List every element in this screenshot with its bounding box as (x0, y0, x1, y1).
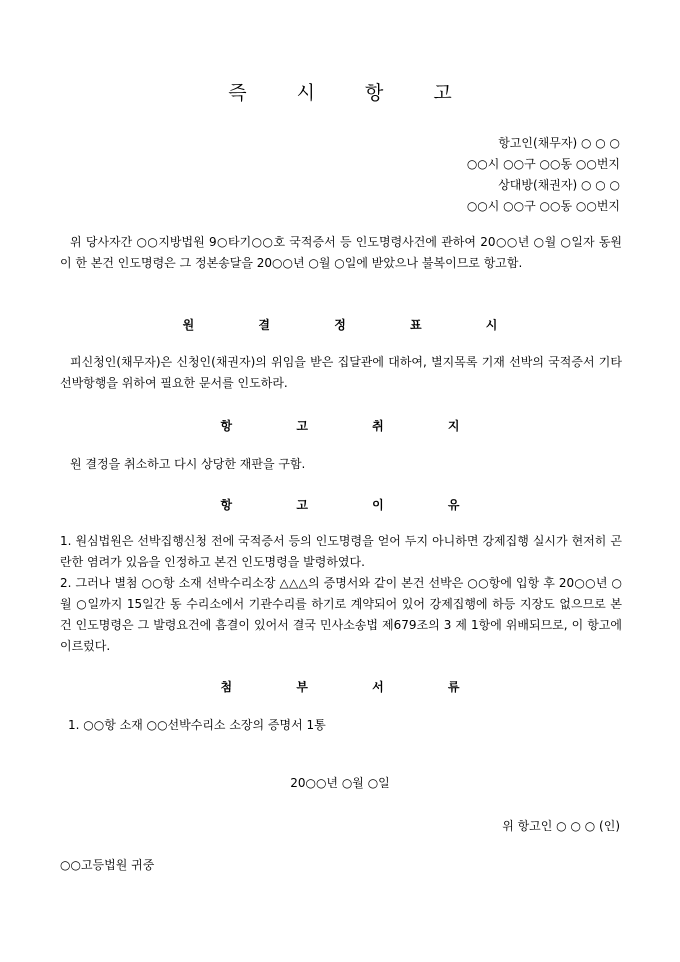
original-decision-heading: 원 결 정 표 시 (182, 318, 528, 332)
attachment-item-1: 1. ○○항 소재 ○○선박수리소 소장의 증명서 1통 (68, 718, 326, 732)
original-decision-body: 피신청인(채무자)은 신청인(채권자)의 위임을 받은 집달관에 대하여, 별지목록 기재 선박의 국적증서 기타 선박항행을 위하여 필요한 문서를 인도하라. (60, 355, 622, 390)
document-date: 20○○년 ○월 ○일 (290, 776, 390, 790)
respondent-address: ○○시 ○○구 ○○동 ○○번지 (466, 199, 620, 213)
purpose-body: 원 결정을 취소하고 다시 상당한 재판을 구함. (70, 457, 306, 471)
document-title: 즉 시 항 고 (228, 82, 474, 104)
attachments-heading: 첨 부 서 류 (220, 680, 490, 694)
appellant-label: 항고인(채무자) ○ ○ ○ (498, 136, 620, 150)
appellant-address: ○○시 ○○구 ○○동 ○○번지 (466, 157, 620, 171)
purpose-heading: 항 고 취 지 (220, 419, 490, 433)
reason-item-1: 1. 원심법원은 선박집행신청 전에 국적증서 등의 인도명령을 얻어 두지 아니하면 강제집행 실시가 현저히 곤란한 염려가 있음을 인정하고 본건 인도명령을 발령하였다. (60, 534, 622, 569)
reasons-heading: 항 고 이 유 (220, 498, 490, 512)
court-addressee: ○○고등법원 귀중 (60, 858, 155, 872)
respondent-label: 상대방(채권자) ○ ○ ○ (498, 178, 620, 192)
parties-block (467, 133, 620, 217)
signer-line: 위 항고인 ○ ○ ○ (인) (502, 819, 620, 833)
reason-item-2: 2. 그러나 별첨 ○○항 소재 선박수리소장 △△△의 증명서와 같이 본건 선박은 ○○항에 입항 후 20○○년 ○월 ○일까지 15일간 동 수리소에서 기관수리를 하기로 계약되어 있어 강제집행에 하등 지장도 없으므로 본건 인도명령은 그 발령요건에 흠결이 있어서 결국 민사소송법 제679조의 3 제 1항에 위배되므로, 이 항고에 이르렀다. (60, 576, 622, 653)
intro-paragraph: 위 당사자간 ○○지방법원 9○타기○○호 국적증서 등 인도명령사건에 관하여 20○○년 ○월 ○일자 동원이 한 본건 인도명령은 그 정본송달을 20○○년 ○월 ○일에 받았으나 불복이므로 항고함. (60, 235, 622, 270)
